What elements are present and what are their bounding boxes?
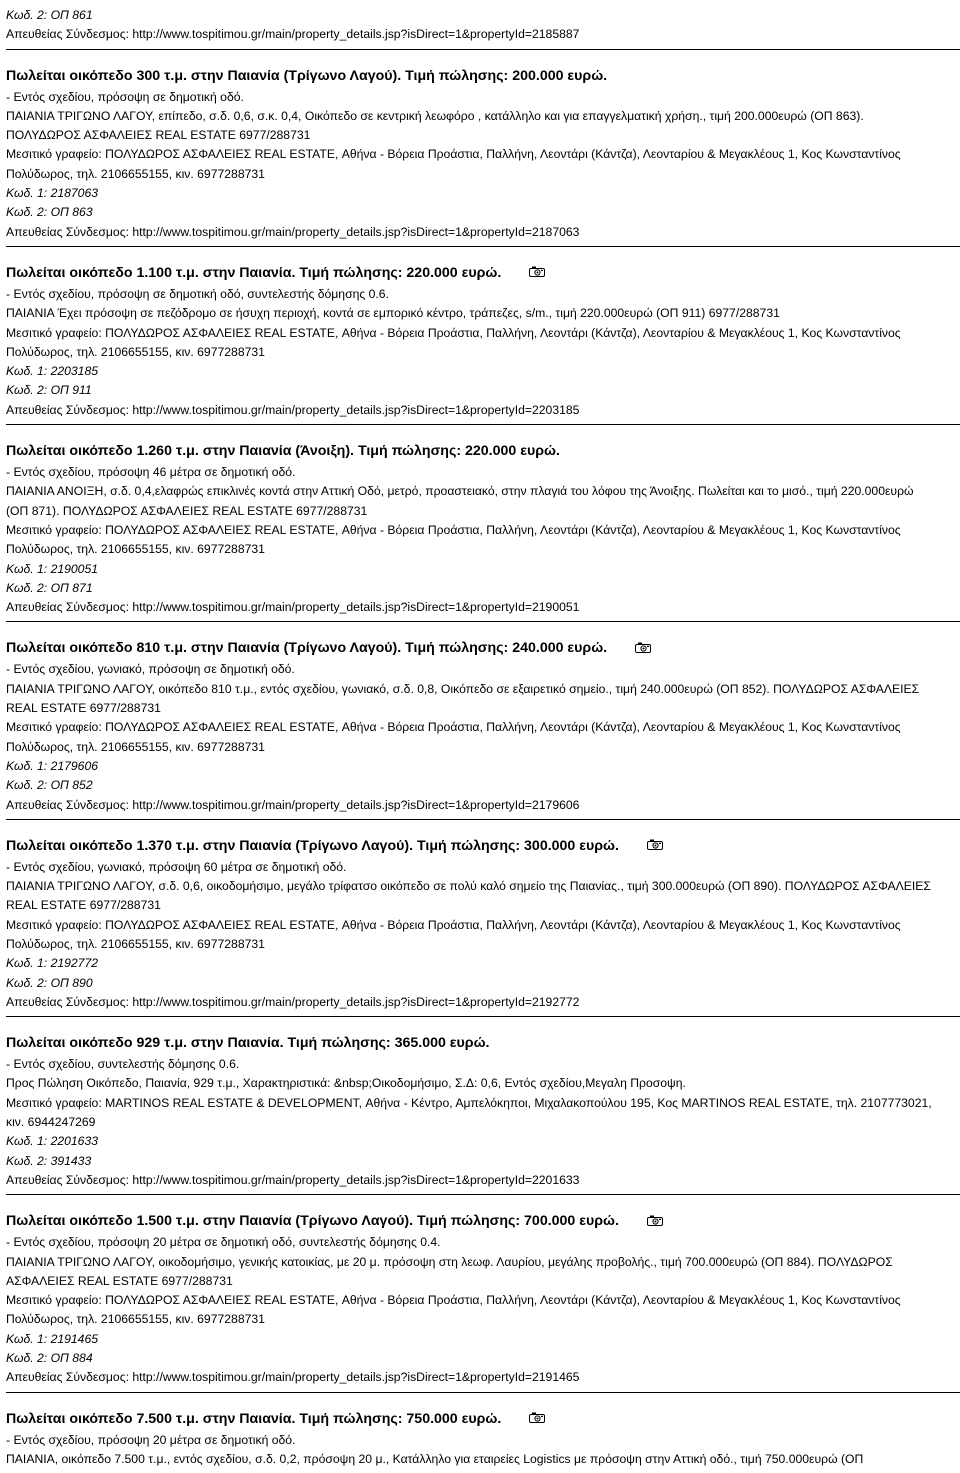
listing-features: - Εντός σχεδίου, πρόσοψη σε δημοτική οδό, συντελεστής δόμησης 0.6. [6,286,389,301]
listing-agency: Μεσιτικό γραφείο: ΠΟΛΥΔΩΡΟΣ ΑΣΦΑΛΕΙΕΣ REAL ESTATE, Αθήνα - Βόρεια Προάστια, Παλλήνη, Λεοντάρι (Κάντζα), Λεονταρίου & Μεγακλέους 1, Κος Κωνσταντίνος Πολύδωρος, τηλ. 2106655155, κιν. 6977288731 [6,917,901,951]
listing-features: - Εντός σχεδίου, πρόσοψη 20 μέτρα σε δημοτική οδό, συντελεστής δόμησης 0.4. [6,1235,441,1250]
listing-agency: Μεσιτικό γραφείο: ΠΟΛΥΔΩΡΟΣ ΑΣΦΑΛΕΙΕΣ REAL ESTATE, Αθήνα - Βόρεια Προάστια, Παλλήνη, Λεοντάρι (Κάντζα), Λεονταρίου & Μεγακλέους 1, Κος Κωνσταντίνος Πολύδωρος, τηλ. 2106655155, κιν. 6977288731 [6,325,901,359]
listing-features: - Εντός σχεδίου, πρόσοψη 46 μέτρα σε δημοτική οδό. [6,465,296,480]
photo-camera-icon[interactable] [635,642,651,652]
listing-item [6,439,960,622]
listing-title-text[interactable]: Πωλείται οικόπεδο 1.370 τ.μ. στην Παιανία (Τρίγωνο Λαγού). Τιμή πώλησης: 300.000 ευρώ. [6,837,619,854]
listing-item [6,1209,960,1392]
listing-description: ΠΑΙΑΝΙΑ, οικόπεδο 7.500 τ.μ., εντός σχεδίου, σ.δ. 0,2, πρόσοψη 20 μ., Κατάλληλο για εταιρείες Logistics με πρόσοψη στην Αττική οδό., τιμή 750.000ευρώ (ΟΠ [6,1451,864,1466]
listing-code1: Κωδ. 1: 2187063 [6,186,99,201]
listing-description: ΠΑΙΑΝΙΑ ΤΡΙΓΩΝΟ ΛΑΓΟΥ, σ.δ. 0,6, οικοδομήσιμο, μεγάλο τρίφατσο οικόπεδο σε πολύ καλό σημείο της Παιανίας., τιμή 300.000ευρώ (ΟΠ 890). ΠΟΛΥΔΩΡΟΣ ΑΣΦΑΛΕΙΕΣ REAL ESTATE 6977/288731 [6,879,931,913]
photo-camera-icon[interactable] [647,839,663,849]
listing-direct-link[interactable]: Απευθείας Σύνδεσμος: http://www.tospitimou.gr/main/property_details.jsp?isDirect=1&propertyId=2190051 [6,600,580,615]
listing-direct-link[interactable]: Απευθείας Σύνδεσμος: http://www.tospitimou.gr/main/property_details.jsp?isDirect=1&propertyId=2185887 [6,27,580,42]
listing-item [6,261,960,425]
listing-title-text[interactable]: Πωλείται οικόπεδο 810 τ.μ. στην Παιανία (Τρίγωνο Λαγού). Τιμή πώλησης: 240.000 ευρώ. [6,640,608,657]
photo-camera-icon[interactable] [529,266,545,276]
listing-features: - Εντός σχεδίου, γωνιακό, πρόσοψη 60 μέτρα σε δημοτική οδό. [6,859,347,874]
listing-title[interactable] [6,439,960,463]
listing-title-text[interactable]: Πωλείται οικόπεδο 1.100 τ.μ. στην Παιανία. Τιμή πώλησης: 220.000 ευρώ. [6,264,502,281]
listing-item [6,636,960,819]
photo-camera-icon[interactable] [529,1412,545,1422]
listing-code1: Κωδ. 1: 2192772 [6,956,99,971]
listing-title[interactable] [6,1407,960,1431]
listing-code2: Κωδ. 2: ΟΠ 911 [6,383,92,398]
listing-direct-link[interactable]: Απευθείας Σύνδεσμος: http://www.tospitimou.gr/main/property_details.jsp?isDirect=1&propertyId=2203185 [6,402,580,417]
listing-title[interactable] [6,1209,960,1233]
listing-features: - Εντός σχεδίου, γωνιακό, πρόσοψη σε δημοτική οδό. [6,662,295,677]
listing-code2: Κωδ. 2: ΟΠ 871 [6,580,93,595]
listing-code1: Κωδ. 1: 2191465 [6,1331,99,1346]
listing-title[interactable] [6,261,960,285]
listing-description: ΠΑΙΑΝΙΑ Έχει πρόσοψη σε πεζόδρομο σε ήσυχη περιοχή, κοντά σε εμπορικό κέντρο, τράπεζες, s/m., τιμή 220.000ευρώ (ΟΠ 911) 6977/288731 [6,306,780,321]
listing-previous-tail [6,0,960,50]
listing-agency: Μεσιτικό γραφείο: ΠΟΛΥΔΩΡΟΣ ΑΣΦΑΛΕΙΕΣ REAL ESTATE, Αθήνα - Βόρεια Προάστια, Παλλήνη, Λεοντάρι (Κάντζα), Λεονταρίου & Μεγακλέους 1, Κος Κωνσταντίνος Πολύδωρος, τηλ. 2106655155, κιν. 6977288731 [6,1293,901,1327]
listing-code2: Κωδ. 2: 391433 [6,1153,92,1168]
listing-code1: Κωδ. 1: 2179606 [6,758,99,773]
listing-title[interactable] [6,636,960,660]
listing-title[interactable] [6,834,960,858]
listing-title[interactable] [6,1031,960,1055]
listing-code2: Κωδ. 2: ΟΠ 863 [6,205,93,220]
listing-item [6,64,960,247]
listing-item [6,834,960,1017]
listing-features: - Εντός σχεδίου, συντελεστής δόμησης 0.6. [6,1057,240,1072]
listing-description: Προς Πώληση Οικόπεδο, Παιανία, 929 τ.μ., Χαρακτηριστικά: &nbsp;Οικοδομήσιμο, Σ.Δ: 0,6, Εντός σχεδίου,Μεγαλη Προσοψη. [6,1076,686,1091]
listing-description: ΠΑΙΑΝΙΑ ΑΝΟΙΞΗ, σ.δ. 0,4,ελαφρώς επικλινές κοντά στην Αττική Οδό, μετρό, προαστειακό, στην πλαγιά του λόφου της Άνοιξης. Πωλείται και το μισό., τιμή 220.000ευρώ (ΟΠ 871). ΠΟΛΥΔΩΡΟΣ ΑΣΦΑΛΕΙΕΣ REAL ESTATE 6977/288731 [6,484,914,518]
listing-direct-link[interactable]: Απευθείας Σύνδεσμος: http://www.tospitimou.gr/main/property_details.jsp?isDirect=1&propertyId=2187063 [6,224,580,239]
listing-code2: Κωδ. 2: ΟΠ 884 [6,1351,93,1366]
listing-description: ΠΑΙΑΝΙΑ ΤΡΙΓΩΝΟ ΛΑΓΟΥ, επίπεδο, σ.δ. 0,6, σ.κ. 0,4, Οικόπεδο σε κεντρική λεωφόρο , κατάλληλο και για επαγγελματική χρήση., τιμή 200.000ευρώ (ΟΠ 863). ΠΟΛΥΔΩΡΟΣ ΑΣΦΑΛΕΙΕΣ REAL ESTATE 6977/288731 [6,108,864,143]
listing-title-text[interactable]: Πωλείται οικόπεδο 929 τ.μ. στην Παιανία. Τιμή πώλησης: 365.000 ευρώ. [6,1035,490,1052]
listing-agency: Μεσιτικό γραφείο: ΠΟΛΥΔΩΡΟΣ ΑΣΦΑΛΕΙΕΣ REAL ESTATE, Αθήνα - Βόρεια Προάστια, Παλλήνη, Λεοντάρι (Κάντζα), Λεονταρίου & Μεγακλέους 1, Κος Κωνσταντίνος Πολύδωρος, τηλ. 2106655155, κιν. 6977288731 [6,147,901,181]
listing-code2: Κωδ. 2: ΟΠ 890 [6,975,93,990]
listing-item [6,1031,960,1195]
listing-code2: Κωδ. 2: ΟΠ 852 [6,778,93,793]
listing-agency: Μεσιτικό γραφείο: ΠΟΛΥΔΩΡΟΣ ΑΣΦΑΛΕΙΕΣ REAL ESTATE, Αθήνα - Βόρεια Προάστια, Παλλήνη, Λεοντάρι (Κάντζα), Λεονταρίου & Μεγακλέους 1, Κος Κωνσταντίνος Πολύδωρος, τηλ. 2106655155, κιν. 6977288731 [6,522,901,557]
listing-title-text[interactable]: Πωλείται οικόπεδο 7.500 τ.μ. στην Παιανία. Τιμή πώλησης: 750.000 ευρώ. [6,1410,502,1427]
listing-features: - Εντός σχεδίου, πρόσοψη 20 μέτρα σε δημοτική οδό. [6,1432,296,1447]
listing-code1: Κωδ. 1: 2190051 [6,561,99,576]
listing-features: - Εντός σχεδίου, πρόσοψη σε δημοτική οδό. [6,89,244,104]
listing-title-text[interactable]: Πωλείται οικόπεδο 1.260 τ.μ. στην Παιανία (Άνοιξη). Τιμή πώλησης: 220.000 ευρώ. [6,443,560,460]
listing-direct-link[interactable]: Απευθείας Σύνδεσμος: http://www.tospitimou.gr/main/property_details.jsp?isDirect=1&propertyId=2191465 [6,1370,580,1385]
listing-description: ΠΑΙΑΝΙΑ ΤΡΙΓΩΝΟ ΛΑΓΟΥ, οικόπεδο 810 τ.μ., εντός σχεδίου, γωνιακό, σ.δ. 0,8, Οικόπεδο σε εξαιρετικό σημείο., τιμή 240.000ευρώ (ΟΠ 852). ΠΟΛΥΔΩΡΟΣ ΑΣΦΑΛΕΙΕΣ REAL ESTATE 6977/288731 [6,681,920,716]
listing-title-text[interactable]: Πωλείται οικόπεδο 300 τ.μ. στην Παιανία (Τρίγωνο Λαγού). Τιμή πώλησης: 200.000 ευρώ. [6,67,608,84]
listing-code1: Κωδ. 1: 2201633 [6,1134,99,1149]
listing-title-text[interactable]: Πωλείται οικόπεδο 1.500 τ.μ. στην Παιανία (Τρίγωνο Λαγού). Τιμή πώλησης: 700.000 ευρώ. [6,1213,619,1230]
photo-camera-icon[interactable] [647,1215,663,1225]
listing-title[interactable] [6,64,960,88]
listing-agency: Μεσιτικό γραφείο: ΠΟΛΥΔΩΡΟΣ ΑΣΦΑΛΕΙΕΣ REAL ESTATE, Αθήνα - Βόρεια Προάστια, Παλλήνη, Λεοντάρι (Κάντζα), Λεονταρίου & Μεγακλέους 1, Κος Κωνσταντίνος Πολύδωρος, τηλ. 2106655155, κιν. 6977288731 [6,720,901,754]
listing-agency: Μεσιτικό γραφείο: MARTINOS REAL ESTATE & DEVELOPMENT, Αθήνα - Κέντρο, Αμπελόκηποι, Μιχαλακοπούλου 195, Κος MARTINOS REAL ESTATE, τηλ. 2107773021, κιν. 6944247269 [6,1095,932,1130]
listing-direct-link[interactable]: Απευθείας Σύνδεσμος: http://www.tospitimou.gr/main/property_details.jsp?isDirect=1&propertyId=2179606 [6,797,580,812]
listing-code2: Κωδ. 2: ΟΠ 861 [6,8,93,22]
listing-code1: Κωδ. 1: 2203185 [6,364,99,379]
listing-direct-link[interactable]: Απευθείας Σύνδεσμος: http://www.tospitimou.gr/main/property_details.jsp?isDirect=1&propertyId=2201633 [6,1172,580,1187]
listing-description: ΠΑΙΑΝΙΑ ΤΡΙΓΩΝΟ ΛΑΓΟΥ, οικοδομήσιμο, γενικής κατοικίας, με 20 μ. πρόσοψη στη λεωφ. Λαυρίου, μεγάλης προβολής., τιμή 700.000ευρώ (ΟΠ 884). ΠΟΛΥΔΩΡΟΣ ΑΣΦΑΛΕΙΕΣ REAL ESTATE 6977/288731 [6,1254,893,1288]
listing-direct-link[interactable]: Απευθείας Σύνδεσμος: http://www.tospitimou.gr/main/property_details.jsp?isDirect=1&propertyId=2192772 [6,994,580,1009]
listing-list [6,64,960,1393]
